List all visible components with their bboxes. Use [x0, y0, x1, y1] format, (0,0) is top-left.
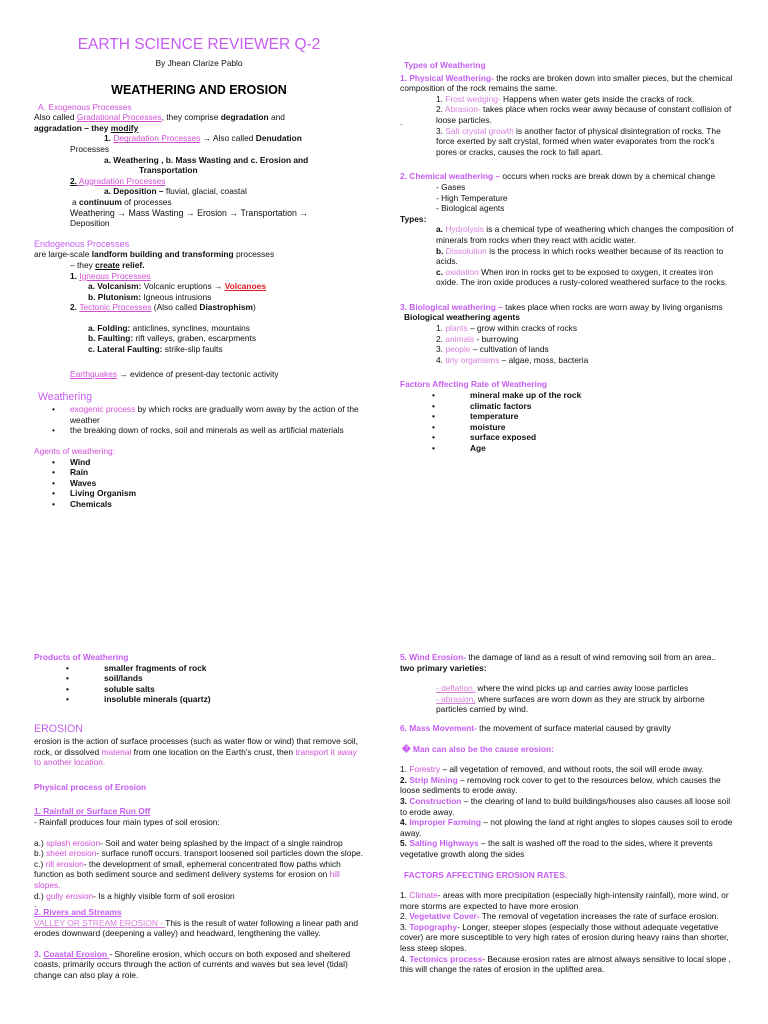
igneous-line: 1. Igneous Processes: [70, 270, 151, 281]
bullet-icon: �: [402, 743, 411, 754]
gully-erosion: d.) gully erosion- Is a highly visible form of soil erosion: [34, 890, 235, 901]
list-item: • climatic factors: [400, 401, 735, 412]
valley-erosion: VALLEY OR STREAM EROSION - This is the result of water following a linear path and erodes downward (deepening a valley) and headward, lengthening the valley.: [34, 917, 358, 939]
degradation-items: a. Weathering , b. Mass Wasting and c. Erosion and: [104, 154, 309, 165]
list-item: • Age: [400, 443, 735, 454]
factors-weathering-list: [400, 390, 735, 454]
erosion-factor: 1. Climate- areas with more precipitation (especially high-intensity rainfall), more wind, or more storms are expected to have more erosion: [400, 890, 729, 911]
erosion-factor: 3. Topography- Longer, steeper slopes (especially those without adequate vegetative cover) are more susceptible to very high rates of erosion during heavy rains than shorter, less steep slopes.: [400, 921, 729, 954]
deposition-line: a. Deposition – fluvial, glacial, coastal: [104, 186, 247, 197]
hydrolysis: a. Hydrolysis is a chemical type of weathering which changes the composition of minerals from rocks when they react with acidic water.: [436, 224, 734, 245]
physical-weathering: 1. Physical Weathering- the rocks are broken down into smaller pieces, but the chemical composition of the rock remains the same.: [400, 72, 733, 94]
man-item: 1. Forestry – all vegetation of removed, and without roots, the soil will erode away.: [400, 764, 704, 775]
list-item: • temperature: [400, 411, 735, 422]
sheet-erosion: b.) sheet erosion- surface runoff occurs. transport loosened soil particles down the slope.: [34, 848, 363, 859]
rill-erosion: c.) rill erosion- the development of small, ephemeral concentrated flow paths which function as both sediment source and sediment delivery systems for erosion on hill slopes.: [34, 858, 341, 890]
agents-list: [34, 457, 364, 510]
process-chain: Weathering → Mass Wasting → Erosion → Transportation →: [70, 207, 309, 218]
top-left-column: [34, 36, 364, 510]
list-item: • insoluble minerals (quartz): [34, 694, 364, 705]
list-item: • exogenic process by which rocks are gradually worn away by the action of the weather: [34, 404, 364, 425]
earthquakes-line: Earthquakes → evidence of present-day tectonic activity: [70, 368, 279, 379]
list-item: • surface exposed: [400, 432, 735, 443]
relief-line: – they create relief.: [70, 259, 145, 270]
rivers-heading: 2. Rivers and Streams: [34, 907, 122, 918]
deflation-line: - deflation, where the wind picks up and carries away loose particles: [436, 683, 689, 694]
list-item: • soluble salts: [34, 684, 364, 695]
man-item: 2. Strip Mining – removing rock cover to get to the resources below, which causes the loose sediments to erode away.: [400, 774, 721, 796]
chem-item: - Biological agents: [436, 203, 505, 214]
aggradation-line: 2. Aggradation Processes: [70, 175, 166, 186]
tectonic-line: 2. Tectonic Processes (Also called Diastrophism): [70, 302, 256, 313]
erosion-factors-heading: FACTORS AFFECTING EROSION RATES.: [404, 869, 568, 880]
biological-weathering: 3. Biological weathering – takes place when rocks are worn away by living organisms: [400, 301, 723, 312]
man-item: 3. Construction – the clearing of land to build buildings/houses also causes all loose soil to erode away.: [400, 795, 731, 817]
exogenous-intro: Also called Gradational Processes, they comprise degradation and aggradation – they modify: [34, 112, 285, 133]
folding-line: a. Folding: anticlines, synclines, mountains: [88, 322, 250, 333]
salt-crystal: . 3. Salt crystal growth is another factor of physical disintegration of rocks. The force exerted by salt crystal, formed when water evaporates from the rock's pores or cracks, causes the rock to fall apart.: [400, 116, 721, 157]
man-erosion-heading: � Man can also be the cause erosion:: [402, 743, 554, 754]
list-item: • soil/lands: [34, 673, 364, 684]
list-item: • mineral make up of the rock: [400, 390, 735, 401]
document-title: EARTH SCIENCE REVIEWER Q-2: [77, 36, 321, 53]
types-heading: Types of Weathering: [404, 60, 486, 70]
author-line: By Jhean Clarize Pablo: [155, 58, 243, 68]
splash-erosion: a.) splash erosion- Soil and water being splashed by the impact of a single raindrop: [34, 837, 343, 848]
bio-agents-label: Biological weathering agents: [404, 312, 520, 323]
rainfall-intro: - Rainfall produces four main types of soil erosion:: [34, 816, 220, 827]
degradation-line: 1. Degradation Processes → Also called Denudation: [104, 133, 302, 144]
abrasion: 2. Abrasion- takes place when rocks wear away because of constant collision of loose particles.: [436, 104, 732, 125]
agents-heading: Agents of weathering:: [34, 446, 116, 457]
bottom-right-column: [400, 652, 735, 975]
endogenous-heading: Endogenous Processes: [34, 238, 130, 249]
list-item: • Rain: [34, 467, 364, 478]
wind-erosion: 5. Wind Erosion- the damage of land as a result of wind removing soil from an area..: [400, 652, 716, 662]
list-item: • Chemicals: [34, 499, 364, 510]
list-item: • Wind: [34, 457, 364, 468]
volcanism-line: a. Volcanism: Volcanic eruptions → Volcanoes: [88, 281, 266, 292]
weathering-definitions: [34, 404, 364, 436]
oxidation: c. oxidation When iron in rocks get to be exposed to oxygen, it creates iron oxide. The iron oxide produces a rusty-colored weathered surface to the rocks.: [436, 266, 728, 288]
weathering-heading: Weathering: [38, 391, 92, 404]
list-item: • the breaking down of rocks, soil and minerals as well as artificial materials: [34, 425, 364, 436]
list-item: • smaller fragments of rock: [34, 663, 364, 674]
erosion-definition: erosion is the action of surface processes (such as water flow or wind) that remove soil, rock, or dissolved material from one location on the Earth's crust, then transport it away to another location.: [34, 735, 358, 768]
process-chain-2: Deposition: [70, 218, 110, 229]
plutonism-line: b. Plutonism: Igneous intrusions: [88, 291, 212, 302]
physical-erosion-heading: Physical process of Erosion: [34, 781, 147, 792]
dissolution: b. Dissolution is the process in which rocks weather because of its reaction to acids.: [436, 245, 724, 267]
chem-item: - High Temperature: [436, 192, 508, 203]
continuum-line: a continuum of processes: [72, 196, 172, 207]
erosion-factor: 2. Vegetative Cover- The removal of vegetation increases the rate of surface erosion.: [400, 911, 719, 922]
man-item: 4. Improper Farming – not plowing the land at right angles to slopes causes soil to erode away.: [400, 817, 733, 838]
products-list: [34, 663, 364, 705]
bio-agent: 2. animals - burrowing: [436, 333, 519, 344]
list-item: • Waves: [34, 478, 364, 489]
degradation-items-2: Transportation: [139, 165, 198, 176]
two-varieties-label: two primary varieties:: [400, 662, 487, 673]
abrasion-wind-line: - abrasion, where surfaces are worn down as they are struck by airborne particles carried by wind.: [436, 693, 705, 715]
top-right-column: [400, 60, 735, 454]
frost-wedging: 1. Frost wedging- Happens when water gets inside the cracks of rock.: [436, 93, 695, 104]
lateral-faulting-line: c. Lateral Faulting: strike-slip faults: [88, 344, 223, 355]
mass-movement: 6. Mass Movement- the movement of surface material caused by gravity: [400, 722, 671, 733]
list-item: • Living Organism: [34, 488, 364, 499]
coastal-erosion: 3. Coastal Erosion - Shoreline erosion, which occurs on both exposed and sheltered coasts, primarily occurs through the action of currents and waves but sea level (tidal) change can also play a role.: [34, 948, 351, 981]
degradation-tail: Processes: [70, 143, 110, 154]
topic-heading: WEATHERING AND EROSION: [111, 82, 287, 97]
erosion-factor: 4. Tectonics process- Because erosion rates are almost always sensitive to local slope , this will change the rates of erosion in the uplifted area.: [400, 953, 731, 975]
chem-item: - Gases: [436, 181, 466, 192]
man-item: 5. Salting Highways – the salt is washed off the road to the sides, where it prevents vegetative growth along the sides: [400, 838, 713, 859]
gully-dot: .: [34, 899, 37, 910]
bio-agent: 1. plants – grow within cracks of rocks: [436, 323, 578, 334]
chemical-weathering: 2. Chemical weathering – occurs when rocks are break down by a chemical change: [400, 171, 716, 182]
bio-agent: 3. people – cultivation of lands: [436, 344, 549, 355]
exogenous-heading: A. Exogenous Processes: [38, 101, 132, 112]
types-label: Types:: [400, 213, 427, 224]
bio-agent: 4. tiny organisms – algae, moss, bacteria: [436, 354, 589, 365]
products-heading: Products of Weathering: [34, 652, 129, 662]
bottom-left-column: [34, 652, 364, 981]
faulting-line: b. Faulting: rift valleys, graben, escarpments: [88, 333, 257, 344]
erosion-heading: EROSION: [34, 722, 83, 735]
rainfall-heading: 1. Rainfall or Surface Run Off: [34, 806, 151, 817]
factors-weathering-heading: Factors Affecting Rate of Weathering: [400, 379, 548, 390]
endogenous-intro: are large-scale landform building and transforming processes: [34, 249, 275, 260]
list-item: • moisture: [400, 422, 735, 433]
